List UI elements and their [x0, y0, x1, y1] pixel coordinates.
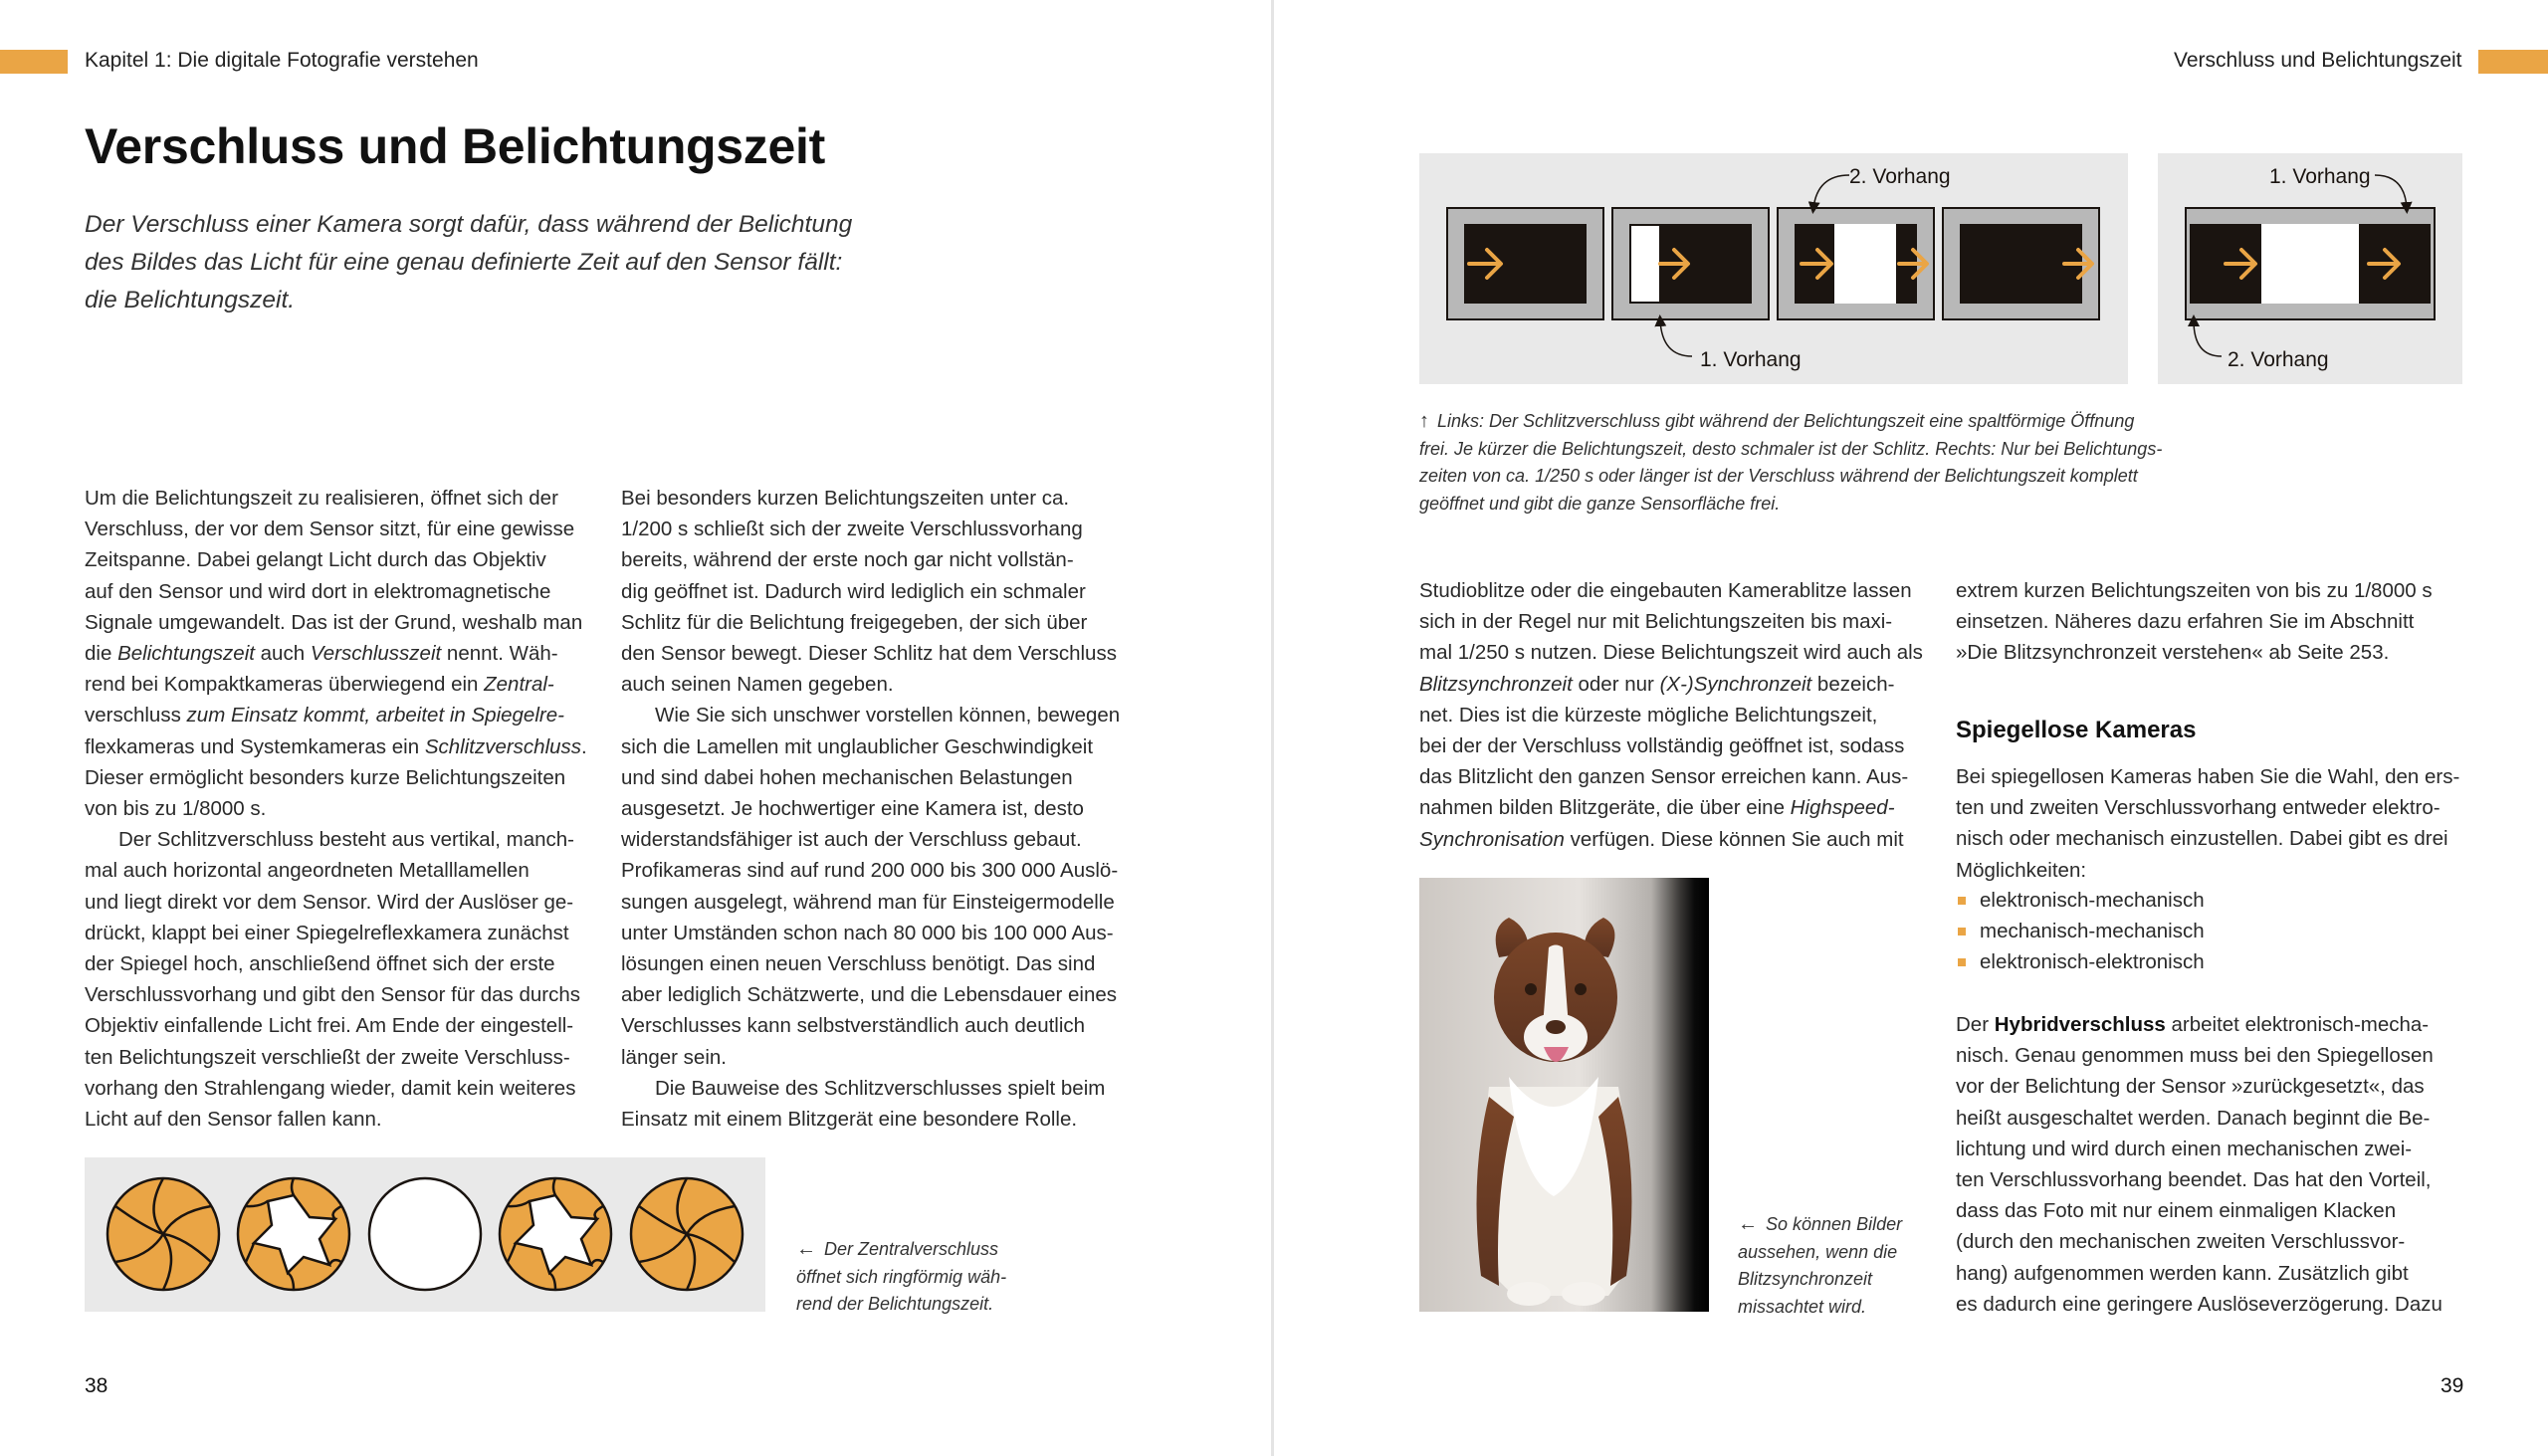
section-heading: Spiegellose Kameras [1956, 717, 2197, 743]
text-line: hang) aufgenommen werden kann. Zusätzlich gibt [1956, 1261, 2409, 1285]
text-line: widerstandsfähiger ist auch der Verschluss gebaut. [621, 828, 1082, 852]
text-line: »Die Blitzsynchronzeit verstehen« ab Seite 253. [1956, 641, 2390, 665]
text-line: und sind dabei hohen mechanischen Belastungen [621, 765, 1073, 789]
text-line: lichtung und wird durch einen mechanischen zwei- [1956, 1137, 2413, 1160]
text-line: Möglichkeiten: [1956, 858, 2087, 882]
full-open-shutter-diagram [2158, 153, 2462, 384]
text-line: Einsatz mit einem Blitzgerät eine besondere Rolle. [621, 1108, 1078, 1132]
text-line: extrem kurzen Belichtungszeiten von bis zu 1/8000 s [1956, 579, 2433, 602]
text-line: Der Schlitzverschluss besteht aus vertikal, manch- [118, 828, 575, 852]
shutter-diagram-caption: ↑ Links: Der Schlitzverschluss gibt während der Belichtungszeit eine spaltförmige Öffnung frei. Je kürzer die Belichtungszeit, desto schmaler ist der Schlitz. Rechts: Nur bei Belichtungs- zeiten von ca. 1/250 s oder länger ist der Verschluss während der Belichtungszeit komplett geöffnet und gibt die ganze Sensorfläche frei. [1419, 410, 2163, 514]
text-line: ten und zweiten Verschlussvorhang entweder elektro- [1956, 796, 2441, 820]
text-line: das Blitzlicht den ganzen Sensor erreichen kann. Aus- [1419, 765, 1909, 789]
running-head-left: Kapitel 1: Die digitale Fotografie verstehen [85, 49, 479, 72]
label-first-curtain: 1. Vorhang [1700, 348, 1802, 371]
text-line: Profikameras sind auf rund 200 000 bis 300 000 Auslö- [621, 859, 1119, 883]
text-line: ausgesetzt. Je hochwertiger eine Kamera ist, desto [621, 797, 1084, 821]
text-line: auf den Sensor und wird dort in elektromagnetische [85, 579, 551, 603]
text-line: Zeitspanne. Dabei gelangt Licht durch das Objektiv [85, 548, 546, 572]
dog-photo-caption: ← So können Bilder aussehen, wenn die Blitzsynchronzeit missachtet wird. [1738, 1213, 1903, 1317]
text-line: Dieser ermöglicht besonders kurze Belichtungszeiten [85, 765, 566, 789]
lead-paragraph [85, 206, 853, 319]
text-line: es dadurch eine geringere Auslöseverzögerung. Dazu [1956, 1292, 2442, 1316]
text-line: aber lediglich Schätzwerte, und die Lebensdauer eines [621, 983, 1118, 1007]
text-line: Die Bauweise des Schlitzverschlusses spielt beim [655, 1076, 1106, 1100]
text-line: Bei spiegellosen Kameras haben Sie die Wahl, den ers- [1956, 765, 2460, 788]
text-line: heißt ausgeschaltet werden. Danach beginnt die Be- [1956, 1106, 2431, 1130]
text-line: sungen ausgelegt, während man für Einsteigermodelle [621, 890, 1115, 914]
arrow-up-icon: ↑ [1419, 410, 1429, 432]
focal-plane-shutter-diagram [1419, 153, 2128, 384]
text-line: bei der der Verschluss vollständig geöffnet ist, sodass [1419, 734, 1905, 758]
page-number-left: 38 [85, 1374, 108, 1397]
text-line: rend bei Kompaktkameras überwiegend ein Zentral- [85, 673, 554, 697]
text-line: 1/200 s schließt sich der zweite Verschlussvorhang [621, 518, 1083, 541]
text-line: Objektiv einfallende Licht frei. Am Ende der eingestell- [85, 1014, 574, 1038]
iris-half-open-right [500, 1178, 611, 1290]
central-shutter-diagram [85, 1157, 765, 1312]
text-line: nisch oder mechanisch einzustellen. Dabei gibt es drei [1956, 827, 2448, 851]
text-line: ten Verschlussvorhang beendet. Das hat den Vorteil, [1956, 1168, 2432, 1192]
arrow-left-icon: ← [796, 1238, 816, 1260]
lead-line: Der Verschluss einer Kamera sorgt dafür, dass während der Belichtung [85, 211, 853, 238]
text-line: der Spiegel hoch, anschließend öffnet sich der erste [85, 952, 555, 976]
text-line: Licht auf den Sensor fallen kann. [85, 1108, 382, 1132]
text-line: drückt, klappt bei einer Spiegelreflexkamera zunächst [85, 921, 569, 944]
text-line: sich in der Regel nur mit Belichtungszeiten bis maxi- [1419, 610, 1893, 634]
text-line: sich die Lamellen mit unglaublicher Geschwindigkeit [621, 734, 1094, 758]
text-line: unter Umständen schon nach 80 000 bis 100 000 Aus- [621, 921, 1114, 944]
text-line: (durch den mechanischen zweiten Verschlussvor- [1956, 1230, 2406, 1254]
text-line: Schlitz für die Belichtung freigegeben, der sich über [621, 610, 1088, 634]
body-column-right-1 [1419, 575, 1923, 855]
text-line: länger sein. [621, 1045, 727, 1069]
iris-closed-left [107, 1178, 219, 1290]
text-line: net. Dies ist die kürzeste mögliche Belichtungszeit, [1419, 703, 1878, 727]
label-first-curtain-right: 1. Vorhang [2269, 165, 2371, 188]
lead-line: des Bildes das Licht für eine genau definierte Zeit auf den Sensor fällt: [85, 249, 843, 276]
text-line: Signale umgewandelt. Das ist der Grund, weshalb man [85, 610, 583, 634]
central-shutter-caption: ← Der Zentralverschluss öffnet sich ringförmig wäh- rend der Belichtungszeit. [796, 1238, 1007, 1314]
label-second-curtain-right: 2. Vorhang [2228, 348, 2329, 371]
text-line: einsetzen. Näheres dazu erfahren Sie im Abschnitt [1956, 610, 2415, 634]
body-column-right-2-mid [1956, 761, 2459, 886]
focal-plane-shutter-figure [1419, 153, 2128, 384]
text-line: den Sensor bewegt. Dieser Schlitz hat dem Verschluss [621, 642, 1117, 666]
running-head-right: Verschluss und Belichtungszeit [2174, 49, 2462, 72]
text-line: auch seinen Namen gegeben. [621, 673, 894, 697]
iris-half-open-left [238, 1178, 349, 1290]
text-line: und liegt direkt vor dem Sensor. Wird der Auslöser ge- [85, 890, 574, 914]
central-shutter-figure [85, 1157, 765, 1312]
text-line: Um die Belichtungszeit zu realisieren, öffnet sich der [85, 487, 558, 510]
text-line: Verschluss, der vor dem Sensor sitzt, für eine gewisse [85, 518, 575, 541]
text-line: bereits, während der erste noch gar nicht vollstän- [621, 548, 1074, 572]
text-line: Verschlusses kann selbstverständlich auch deutlich [621, 1014, 1086, 1038]
text-line: Studioblitze oder die eingebauten Kamerablitze lassen [1419, 579, 1912, 602]
text-line: ten Belichtungszeit verschließt der zweite Verschluss- [85, 1045, 570, 1069]
text-line: die Belichtungszeit auch Verschlusszeit nennt. Wäh- [85, 642, 558, 666]
text-line: flexkameras und Systemkameras ein Schlitzverschluss. [85, 734, 587, 758]
text-line: nisch. Genau genommen muss bei den Spiegellosen [1956, 1044, 2434, 1068]
lead-line: die Belichtungszeit. [85, 287, 296, 313]
text-line: Synchronisation verfügen. Diese können Sie auch mit [1419, 827, 1904, 851]
text-line: mal auch horizontal angeordneten Metalllamellen [85, 859, 530, 883]
body-column-right-2-bottom [1956, 1009, 2442, 1320]
list-item: mechanisch-mechanisch [1956, 916, 2205, 946]
body-column-left-1 [85, 483, 587, 1135]
text-line: vorhang den Strahlengang wieder, damit kein weiteres [85, 1076, 576, 1100]
text-line: dass das Foto mit nur einem einmaligen Klacken [1956, 1199, 2397, 1223]
arrow-left-icon: ← [1738, 1213, 1758, 1235]
label-second-curtain: 2. Vorhang [1849, 165, 1951, 188]
text-line: Verschlussvorhang und gibt den Sensor für das durchs [85, 983, 580, 1007]
text-line: verschluss zum Einsatz kommt, arbeitet in Spiegelre- [85, 704, 564, 728]
page-number-right: 39 [2441, 1374, 2464, 1397]
orange-chapter-tab-left [0, 50, 68, 74]
text-line: nahmen bilden Blitzgeräte, die über eine Highspeed- [1419, 796, 1895, 820]
options-list [1956, 885, 2205, 978]
body-column-left-2 [621, 483, 1120, 1135]
text-line: Blitzsynchronzeit oder nur (X-)Synchronzeit bezeich- [1419, 672, 1895, 696]
body-column-right-2-top [1956, 575, 2433, 669]
list-item: elektronisch-elektronisch [1956, 946, 2205, 977]
orange-chapter-tab-right [2478, 50, 2548, 74]
text-line: Wie Sie sich unschwer vorstellen können, bewegen [655, 704, 1121, 728]
text-line: Der Hybridverschluss arbeitet elektronisch-mecha- [1956, 1013, 2430, 1036]
iris-open [369, 1178, 481, 1290]
full-open-shutter-figure [2158, 153, 2462, 384]
text-line: Bei besonders kurzen Belichtungszeiten unter ca. [621, 487, 1070, 510]
text-line: dig geöffnet ist. Dadurch wird lediglich ein schmaler [621, 579, 1086, 603]
text-line: lösungen einen neuen Verschluss benötigt. Das sind [621, 952, 1096, 976]
iris-closed-right [631, 1178, 743, 1290]
text-line: vor der Belichtung der Sensor »zurückgesetzt«, das [1956, 1075, 2425, 1099]
text-line: von bis zu 1/8000 s. [85, 797, 267, 821]
book-gutter [1271, 0, 1274, 1456]
dog-photo [1419, 878, 1709, 1312]
list-item: elektronisch-mechanisch [1956, 885, 2205, 916]
text-line: mal 1/250 s nutzen. Diese Belichtungszeit wird auch als [1419, 641, 1923, 665]
page-title: Verschluss und Belichtungszeit [85, 118, 825, 174]
